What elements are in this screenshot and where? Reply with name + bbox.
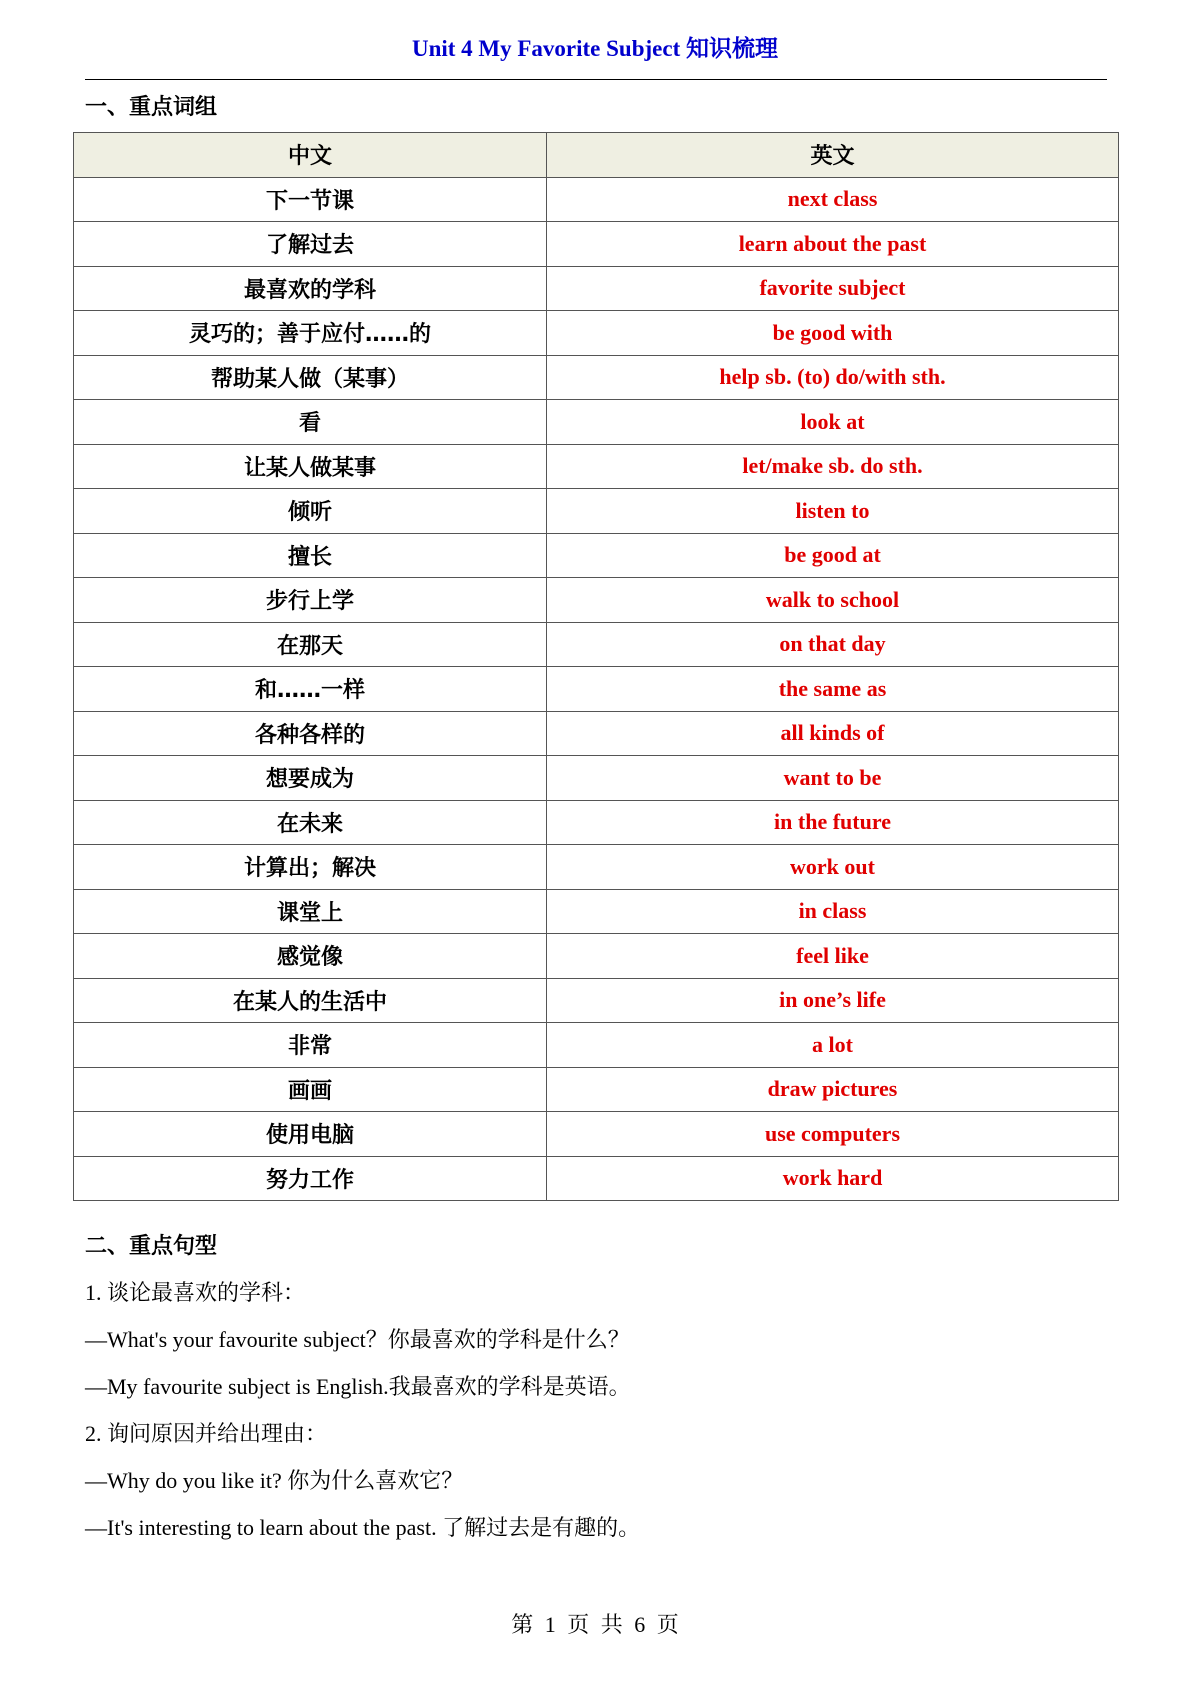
chinese-term: 努力工作 — [74, 1156, 547, 1201]
sentence-line: 2. 询问原因并给出理由： — [85, 1421, 328, 1446]
table-row — [74, 400, 1119, 445]
chinese-term: 在未来 — [74, 800, 547, 845]
chinese-term: 想要成为 — [74, 756, 547, 801]
table-row — [74, 756, 1119, 801]
vocabulary-table — [73, 132, 1119, 1201]
chinese-term: 非常 — [74, 1023, 547, 1068]
table-row — [74, 622, 1119, 667]
table-row — [74, 533, 1119, 578]
chinese-term: 感觉像 — [74, 934, 547, 979]
table-row — [74, 934, 1119, 979]
chinese-term: 使用电脑 — [74, 1112, 547, 1157]
english-term: in one’s life — [547, 978, 1119, 1023]
english-term: favorite subject — [547, 266, 1119, 311]
chinese-term: 课堂上 — [74, 889, 547, 934]
english-term: walk to school — [547, 578, 1119, 623]
english-term: next class — [547, 177, 1119, 222]
page-title: Unit 4 My Favorite Subject 知识梳理 — [411, 36, 779, 61]
english-term: help sb. (to) do/with sth. — [547, 355, 1119, 400]
chinese-term: 在那天 — [74, 622, 547, 667]
chinese-term: 步行上学 — [74, 578, 547, 623]
english-term: in class — [547, 889, 1119, 934]
sentence-line: —My favourite subject is English.我最喜欢的学科是英语。 — [85, 1374, 631, 1399]
chinese-term: 倾听 — [74, 489, 547, 534]
table-row — [74, 578, 1119, 623]
english-term: a lot — [547, 1023, 1119, 1068]
table-header-row — [74, 133, 1119, 178]
english-term: work out — [547, 845, 1119, 890]
chinese-term: 下一节课 — [74, 177, 547, 222]
english-term: all kinds of — [547, 711, 1119, 756]
chinese-term: 和……一样 — [74, 667, 547, 712]
table-row — [74, 800, 1119, 845]
english-term: use computers — [547, 1112, 1119, 1157]
table-row — [74, 1023, 1119, 1068]
table-row — [74, 845, 1119, 890]
chinese-term: 让某人做某事 — [74, 444, 547, 489]
english-term: work hard — [547, 1156, 1119, 1201]
section-heading-sentences: 二、重点句型 — [85, 1234, 218, 1259]
english-term: draw pictures — [547, 1067, 1119, 1112]
table-row — [74, 444, 1119, 489]
chinese-term: 看 — [74, 400, 547, 445]
english-term: learn about the past — [547, 222, 1119, 267]
table-row — [74, 177, 1119, 222]
chinese-term: 擅长 — [74, 533, 547, 578]
header-chinese: 中文 — [74, 133, 547, 178]
sentence-line: —What's your favourite subject？你最喜欢的学科是什么？ — [85, 1327, 630, 1352]
english-term: be good at — [547, 533, 1119, 578]
table-row — [74, 667, 1119, 712]
english-term: want to be — [547, 756, 1119, 801]
title-divider — [85, 79, 1107, 80]
english-term: look at — [547, 400, 1119, 445]
chinese-term: 画画 — [74, 1067, 547, 1112]
table-row — [74, 1067, 1119, 1112]
header-english: 英文 — [547, 133, 1119, 178]
sentence-line: —It's interesting to learn about the past. 了解过去是有趣的。 — [85, 1515, 641, 1540]
table-row — [74, 222, 1119, 267]
page-footer: 第 1 页 共 6 页 — [511, 1612, 679, 1637]
table-row — [74, 355, 1119, 400]
table-row — [74, 266, 1119, 311]
english-term: be good with — [547, 311, 1119, 356]
english-term: listen to — [547, 489, 1119, 534]
chinese-term: 最喜欢的学科 — [74, 266, 547, 311]
english-term: on that day — [547, 622, 1119, 667]
english-term: in the future — [547, 800, 1119, 845]
table-row — [74, 489, 1119, 534]
english-term: the same as — [547, 667, 1119, 712]
table-row — [74, 889, 1119, 934]
english-term: feel like — [547, 934, 1119, 979]
chinese-term: 各种各样的 — [74, 711, 547, 756]
chinese-term: 帮助某人做（某事） — [74, 355, 547, 400]
table-row — [74, 1112, 1119, 1157]
table-row — [74, 311, 1119, 356]
vocabulary-table-body — [74, 177, 1119, 1201]
chinese-term: 灵巧的；善于应付……的 — [74, 311, 547, 356]
english-term: let/make sb. do sth. — [547, 444, 1119, 489]
table-row — [74, 711, 1119, 756]
sentence-line: —Why do you like it? 你为什么喜欢它？ — [85, 1468, 464, 1493]
section-heading-phrases: 一、重点词组 — [85, 95, 218, 120]
table-row — [74, 1156, 1119, 1201]
sentence-line: 1. 谈论最喜欢的学科： — [85, 1280, 306, 1305]
chinese-term: 在某人的生活中 — [74, 978, 547, 1023]
chinese-term: 计算出；解决 — [74, 845, 547, 890]
chinese-term: 了解过去 — [74, 222, 547, 267]
table-row — [74, 978, 1119, 1023]
